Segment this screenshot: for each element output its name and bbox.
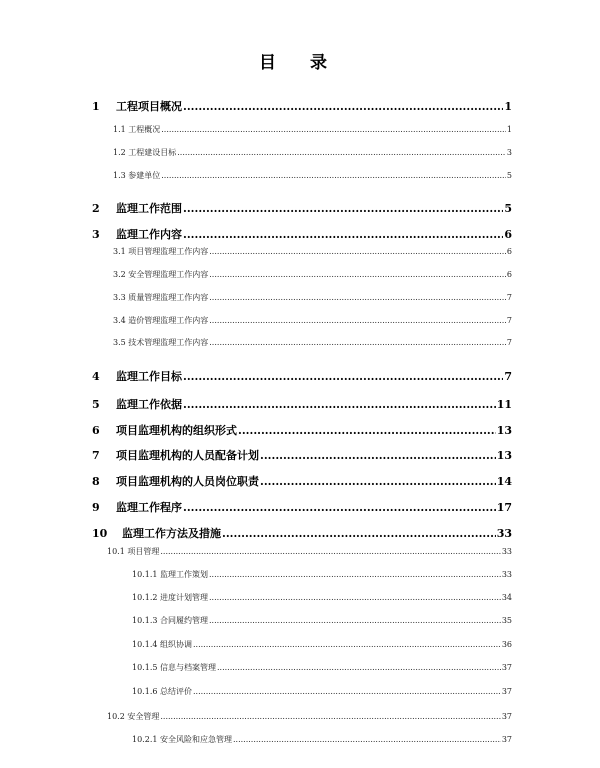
toc-entry-page: 14: [496, 475, 512, 488]
toc-entry[interactable]: [113, 292, 512, 303]
toc-entry-number: 10: [92, 527, 108, 540]
toc-leader: [209, 616, 501, 625]
toc-entry-page: 34: [501, 593, 512, 602]
toc-leader: [177, 148, 506, 157]
toc-leader: [183, 100, 503, 113]
toc-entry-label: 3.4 造价管理监理工作内容: [113, 316, 209, 325]
toc-entry[interactable]: [92, 368, 512, 384]
toc-entry-number: 2: [92, 202, 100, 215]
toc-entry[interactable]: [113, 124, 512, 135]
toc-entry[interactable]: [132, 569, 512, 580]
toc-leader: [217, 663, 501, 672]
toc-entry-label: 10.2 安全管理: [107, 712, 160, 721]
toc-entry-page: 36: [501, 640, 512, 649]
toc-entry-label: 3.2 安全管理监理工作内容: [113, 270, 209, 279]
toc-entry-label: 监理工作目标: [116, 370, 182, 383]
toc-entry[interactable]: [107, 711, 512, 722]
toc-leader: [260, 449, 496, 462]
toc-entry-label: 监理工作依据: [116, 398, 182, 411]
toc-entry-number: 4: [92, 370, 100, 383]
toc-entry-number: 1: [92, 100, 100, 113]
toc-entry-label: 10.1.2 进度计划管理: [132, 593, 208, 602]
toc-entry[interactable]: [132, 592, 512, 603]
toc-entry-label: 项目监理机构的人员岗位职责: [116, 475, 259, 488]
toc-entry-label: 10.1.5 信息与档案管理: [132, 663, 216, 672]
toc-entry-label: 3.5 技术管理监理工作内容: [113, 338, 209, 347]
toc-leader: [183, 501, 496, 514]
toc-leader: [193, 640, 501, 649]
toc-entry-page: 11: [496, 398, 512, 411]
toc-entry[interactable]: [132, 662, 512, 673]
toc-entry[interactable]: [92, 98, 512, 114]
toc-entry[interactable]: [107, 546, 512, 557]
toc-leader: [161, 125, 506, 134]
toc-entry-page: 33: [501, 547, 512, 556]
toc-entry-label: 10.1.1 监理工作策划: [132, 570, 208, 579]
toc-entry[interactable]: [132, 639, 512, 650]
toc-entry[interactable]: [92, 200, 512, 216]
toc-entry-label: 项目监理机构的组织形式: [116, 424, 237, 437]
toc-leader: [183, 370, 503, 383]
toc-entry[interactable]: [132, 734, 512, 745]
toc-leader: [209, 316, 506, 325]
toc-entry-page: 7: [504, 370, 512, 383]
toc-entry-label: 10.1 项目管理: [107, 547, 160, 556]
toc-leader: [183, 398, 496, 411]
toc-leader: [209, 270, 506, 279]
toc-leader: [209, 247, 506, 256]
toc-entry-page: 5: [504, 202, 512, 215]
toc-entry[interactable]: [113, 315, 512, 326]
toc-entry-label: 监理工作范围: [116, 202, 182, 215]
toc-entry-page: 37: [501, 663, 512, 672]
toc-entry[interactable]: [92, 473, 512, 489]
toc-entry[interactable]: [113, 147, 512, 158]
toc-entry[interactable]: [132, 686, 512, 697]
toc-entry-label: 10.2.1 安全风险和应急管理: [132, 735, 232, 744]
toc-entry-label: 10.1.3 合同履约管理: [132, 616, 208, 625]
toc-entry-page: 5: [506, 171, 512, 180]
toc-entry-page: 3: [506, 148, 512, 157]
toc-entry-page: 7: [506, 316, 512, 325]
toc-entry-number: 6: [92, 424, 100, 437]
toc-entry[interactable]: [92, 396, 512, 412]
toc-entry-number: 9: [92, 501, 100, 514]
toc-entry-page: 1: [504, 100, 512, 113]
toc-entry-page: 17: [496, 501, 512, 514]
toc-entry-page: 35: [501, 616, 512, 625]
toc-entry-page: 33: [501, 570, 512, 579]
toc-entry-number: 8: [92, 475, 100, 488]
toc-leader: [222, 527, 496, 540]
toc-entry[interactable]: [92, 525, 512, 541]
toc-entry-label: 1.3 参建单位: [113, 171, 161, 180]
toc-entry-label: 监理工作方法及措施: [122, 527, 221, 540]
toc-entry-page: 37: [501, 712, 512, 721]
toc-entry-label: 项目监理机构的人员配备计划: [116, 449, 259, 462]
toc-entry-page: 37: [501, 735, 512, 744]
toc-leader: [183, 202, 503, 215]
toc-entry-label: 监理工作程序: [116, 501, 182, 514]
toc-leader: [209, 593, 501, 602]
toc-entry-page: 7: [506, 293, 512, 302]
toc-entry-label: 监理工作内容: [116, 228, 182, 241]
toc-entry-page: 7: [506, 338, 512, 347]
toc-leader: [209, 570, 501, 579]
toc-leader: [260, 475, 496, 488]
toc-leader: [209, 293, 506, 302]
toc-entry-label: 10.1.4 组织协调: [132, 640, 192, 649]
toc-leader: [161, 171, 506, 180]
toc-entry-number: 3: [92, 228, 100, 241]
toc-entry-label: 3.1 项目管理监理工作内容: [113, 247, 209, 256]
toc-leader: [209, 338, 506, 347]
toc-leader: [238, 424, 496, 437]
toc-entry-label: 10.1.6 总结评价: [132, 687, 192, 696]
toc-entry-page: 13: [496, 424, 512, 437]
toc-entry-number: 7: [92, 449, 100, 462]
toc-entry[interactable]: [92, 499, 512, 515]
toc-entry[interactable]: [92, 422, 512, 438]
toc-entry-page: 33: [496, 527, 512, 540]
toc-entry[interactable]: [92, 447, 512, 463]
toc-leader: [233, 735, 501, 744]
toc-entry-label: 3.3 质量管理监理工作内容: [113, 293, 209, 302]
toc-leader: [193, 687, 501, 696]
toc-entry-label: 1.1 工程概况: [113, 125, 161, 134]
toc-leader: [160, 547, 500, 556]
toc-entry[interactable]: [92, 226, 512, 242]
toc-entry[interactable]: [113, 337, 512, 348]
toc-entry-label: 工程项目概况: [116, 100, 182, 113]
toc-entry[interactable]: [113, 269, 512, 280]
toc-entry-page: 6: [506, 270, 512, 279]
toc-entry-page: 6: [504, 228, 512, 241]
toc-entry-page: 37: [501, 687, 512, 696]
toc-entry[interactable]: [113, 246, 512, 257]
toc-entry-page: 6: [506, 247, 512, 256]
toc-entry-label: 1.2 工程建设目标: [113, 148, 177, 157]
toc-entry[interactable]: [113, 170, 512, 181]
toc-entry[interactable]: [132, 615, 512, 626]
toc-entry-page: 1: [506, 125, 512, 134]
toc-leader: [160, 712, 500, 721]
toc-entry-page: 13: [496, 449, 512, 462]
toc-entry-number: 5: [92, 398, 100, 411]
toc-title: 目 录: [259, 53, 341, 73]
toc-leader: [183, 228, 503, 241]
